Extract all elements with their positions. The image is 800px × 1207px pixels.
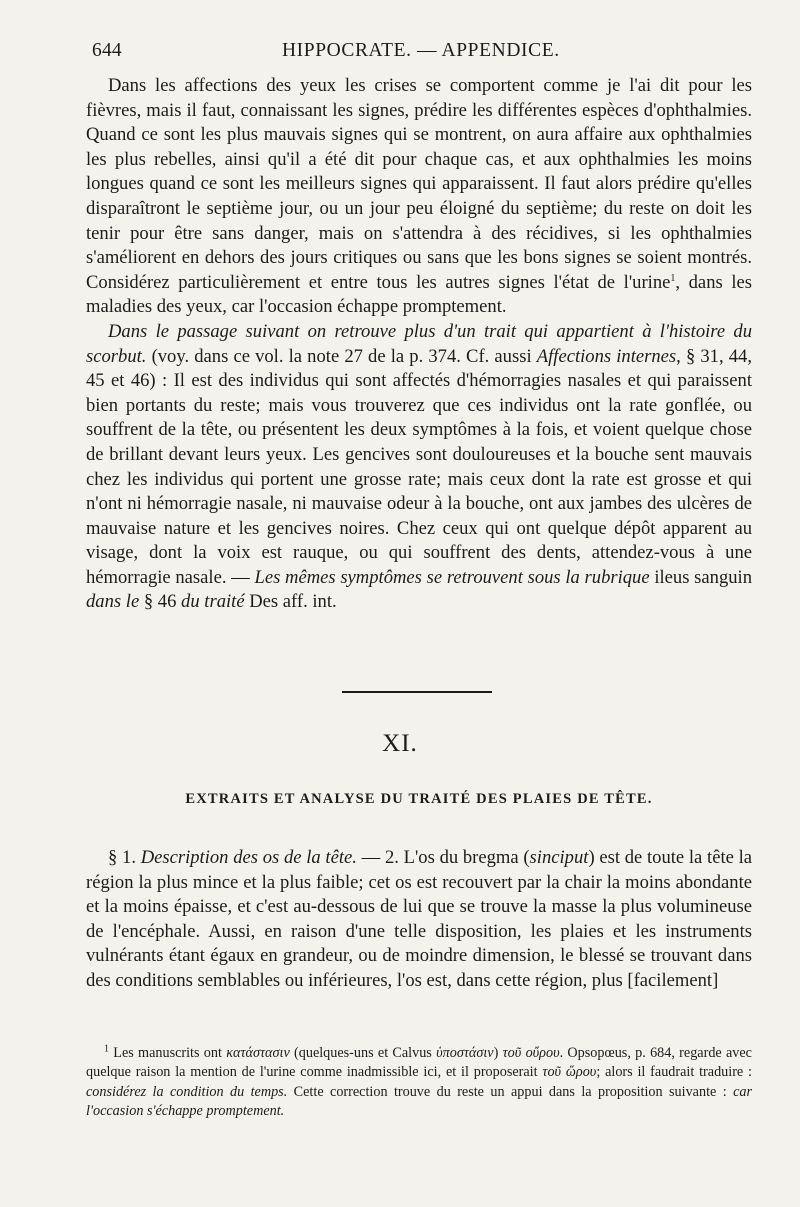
paragraph-text: ) est de toute la tête la région la plus mince et la plus faible; cet os est recouvert par la chair la moins abondante et la moins épaisse, et c'est au-dessous de lui que se trouve la masse la plus volumineuse de l'encéphale. Aussi, en raison d'une telle disposition, les plaies et les instruments vulnérants étant égaux en grandeur, ou de moindre dimension, le blessé se trouvant dans des conditions semblables ou inférieures, l'os est, dans cette région, plus [facilement] bbox=[86, 847, 753, 991]
greek-word: τοῦ οὔρου bbox=[502, 1045, 560, 1061]
footnote-reference: 1 bbox=[670, 272, 676, 284]
footnote-text: . Opsopœus, p. 684, regarde avec quelque raison la mention de l'urine comme inadmissible ici, et il proposerait bbox=[86, 1045, 752, 1081]
section-heading: Description des os de la tête. bbox=[140, 847, 357, 868]
greek-word: τοῦ ὥρου bbox=[542, 1064, 597, 1081]
paragraph-ophthalmies bbox=[86, 74, 752, 320]
paragraph-text: Dans les affections des yeux les crises se comportent comme je l'ai dit pour les fièvres, mais il faut, connaissant les signes, prédire les différentes espèces d'ophthalmies. Quand ce sont les plus mauvais signes qui se montrent, on aura affaire aux ophthalmies les plus rebelles, ainsi qu'il a été dit pour chaque cas, et aux ophthalmies les moins longues quand ce sont les meilleurs signes qui apparaissent. Il faut alors prédire qu'elles disparaîtront le septième jour, ou un jour peu éloigné du septième; du reste on doit les tenir pour être sans danger, mais on s'attendra à des récidives, si les ophthalmies s'améliorent en dehors des jours critiques ou sans que les bons signes se soient montrés. Considérez particulièrement et entre tous les autres signes l'état de l'urine bbox=[86, 75, 752, 293]
footnote-1 bbox=[86, 1044, 752, 1122]
page-number: 644 bbox=[92, 40, 122, 61]
section-mark: § 1. bbox=[108, 847, 141, 868]
italic-tail: dans le bbox=[86, 591, 140, 613]
chapter-title: EXTRAITS ET ANALYSE DU TRAITÉ DES PLAIES DE TÊTE. bbox=[185, 791, 653, 807]
plain-tail: Des aff. int. bbox=[244, 591, 337, 613]
paragraph-text: , dans les maladies des yeux, car l'occasion échappe promptement. bbox=[86, 271, 752, 318]
greek-word: κατάστασιν bbox=[226, 1045, 290, 1061]
reference-work: Affections internes bbox=[536, 345, 677, 367]
footnote-text: (quelques-uns et Calvus bbox=[289, 1045, 437, 1061]
footnotes bbox=[86, 1044, 752, 1122]
footnote-text: Cette correction trouve du reste un appui dans la proposition suivante : bbox=[287, 1083, 734, 1100]
chapter-number: XI. bbox=[382, 730, 418, 757]
paragraph-text: — 2. L'os du bregma ( bbox=[356, 847, 530, 868]
italic-intro: Dans le passage suivant on retrouve plus d'un trait qui appartient à l'histoire du scorbut. bbox=[86, 320, 752, 367]
page-header bbox=[92, 40, 752, 70]
main-text-top bbox=[86, 74, 752, 615]
reference-text: (voy. dans ce vol. la note 27 de la p. 374. Cf. aussi bbox=[146, 345, 537, 367]
footnote-text: Les manuscrits ont bbox=[109, 1045, 227, 1061]
footnote-text: ) bbox=[493, 1045, 503, 1061]
main-text-bottom bbox=[86, 846, 752, 994]
greek-word: ὑποστάσιν bbox=[436, 1045, 494, 1061]
footnote-italic: car l'occasion s'échappe promptement. bbox=[86, 1083, 752, 1120]
paragraph-scorbut bbox=[86, 320, 752, 615]
paragraph-text: Il est des individus qui sont affectés d'hémorragies nasales et qui paraissent bien portants du reste; mais vous trouverez que ces individus ont la rate gonflée, ou souffrent de la tête, ou présentent les deux symptômes à la fois, et voient quelque chose de brillant devant leurs yeux. Les gencives sont douloureuses et la bouche sent mauvais chez les individus qui portent une grosse rate; mais ceux dont la rate est grosse et qui n'ont ni hémorragie nasale, ni mauvaise odeur à la bouche, ont aux jambes des ulcères de mauvaise nature et les gencives noires. Chez ceux qui ont quelque dépôt apparent au visage, dont la voix est rauque, ou qui souffrent des dents, attendez-vous à une hémorragie nasale. — bbox=[86, 370, 752, 588]
italic-word: sinciput bbox=[529, 847, 589, 868]
running-title: HIPPOCRATE. — APPENDICE. bbox=[282, 40, 560, 61]
italic-tail: Les mêmes symptômes se retrouvent sous la rubrique bbox=[254, 566, 650, 588]
footnote-text: ; alors il faudrait traduire : bbox=[596, 1064, 752, 1081]
plain-tail: § 46 bbox=[139, 591, 182, 613]
italic-tail: du traité bbox=[181, 591, 245, 613]
footnote-italic: considérez la condition du temps. bbox=[86, 1083, 288, 1100]
paragraph-bregma bbox=[86, 846, 752, 994]
reference-sections: , § 31, 44, 45 et 46) : bbox=[86, 345, 752, 392]
plain-tail: ileus sanguin bbox=[649, 566, 752, 588]
footnote-mark: 1 bbox=[104, 1043, 109, 1055]
section-divider bbox=[342, 691, 492, 693]
